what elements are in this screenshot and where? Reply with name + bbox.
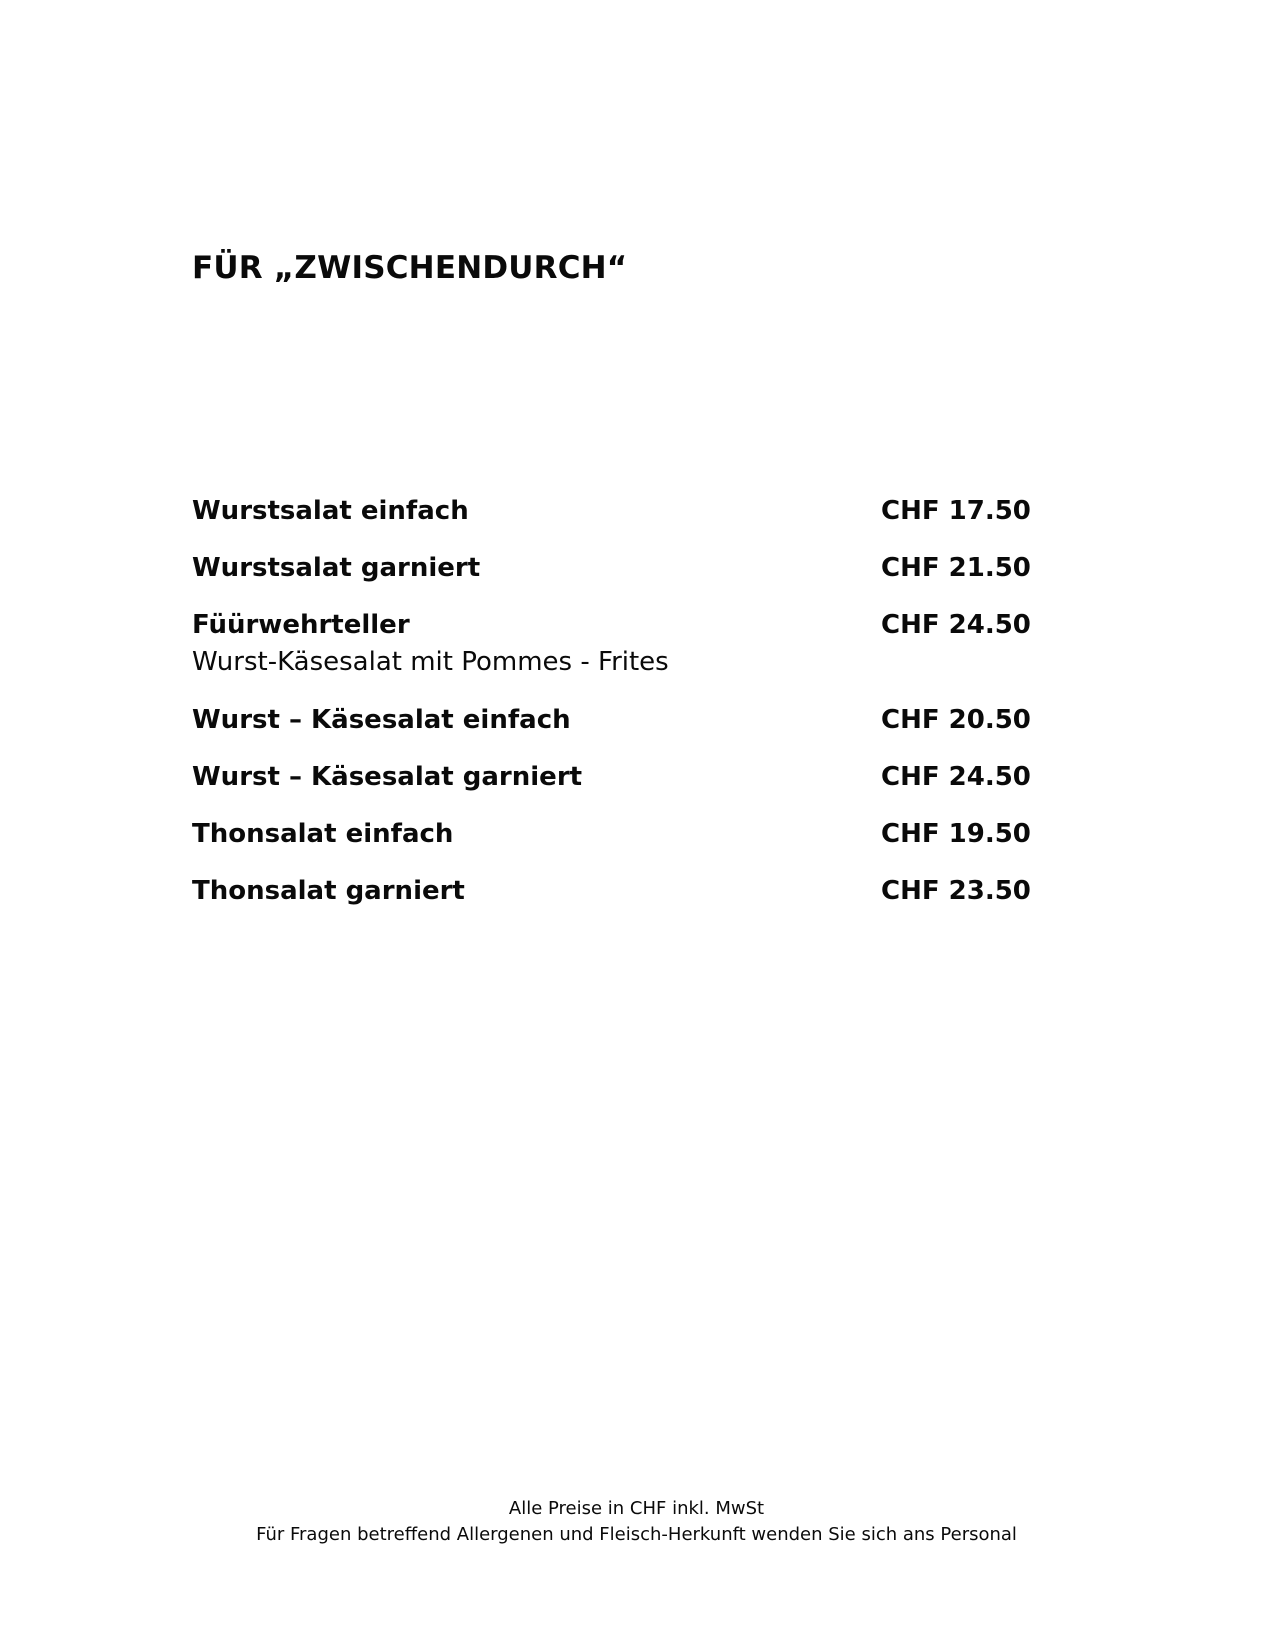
menu-list	[192, 498, 1092, 935]
footer-price-note: Alle Preise in CHF inkl. MwSt	[508, 1498, 765, 1519]
item-name: Füürwehrteller	[192, 610, 410, 640]
menu-item	[192, 764, 1092, 821]
page-title: FÜR „ZWISCHENDURCH“	[192, 250, 628, 286]
menu-item	[192, 555, 1092, 612]
item-name: Wurstsalat garniert	[192, 553, 481, 583]
item-price: CHF 24.50	[881, 762, 1031, 792]
item-price: CHF 20.50	[881, 705, 1031, 735]
item-price: CHF 24.50	[881, 610, 1031, 640]
item-price: CHF 17.50	[881, 496, 1031, 526]
item-name: Wurst – Käsesalat garniert	[192, 762, 583, 792]
item-name: Thonsalat einfach	[192, 819, 454, 849]
item-price: CHF 19.50	[881, 819, 1031, 849]
footer-allergen-note: Für Fragen betreffend Allergenen und Fleisch-Herkunft wenden Sie sich ans Personal	[256, 1524, 1017, 1545]
item-price: CHF 23.50	[881, 876, 1031, 906]
item-name: Thonsalat garniert	[192, 876, 465, 906]
item-description: Wurst-Käsesalat mit Pommes - Frites	[192, 647, 669, 677]
menu-item	[192, 878, 1092, 935]
menu-item	[192, 612, 1092, 707]
footer-note	[0, 1496, 1273, 1548]
menu-item	[192, 498, 1092, 555]
item-name: Wurst – Käsesalat einfach	[192, 705, 571, 735]
menu-item	[192, 821, 1092, 878]
item-name: Wurstsalat einfach	[192, 496, 469, 526]
item-price: CHF 21.50	[881, 553, 1031, 583]
menu-item	[192, 707, 1092, 764]
